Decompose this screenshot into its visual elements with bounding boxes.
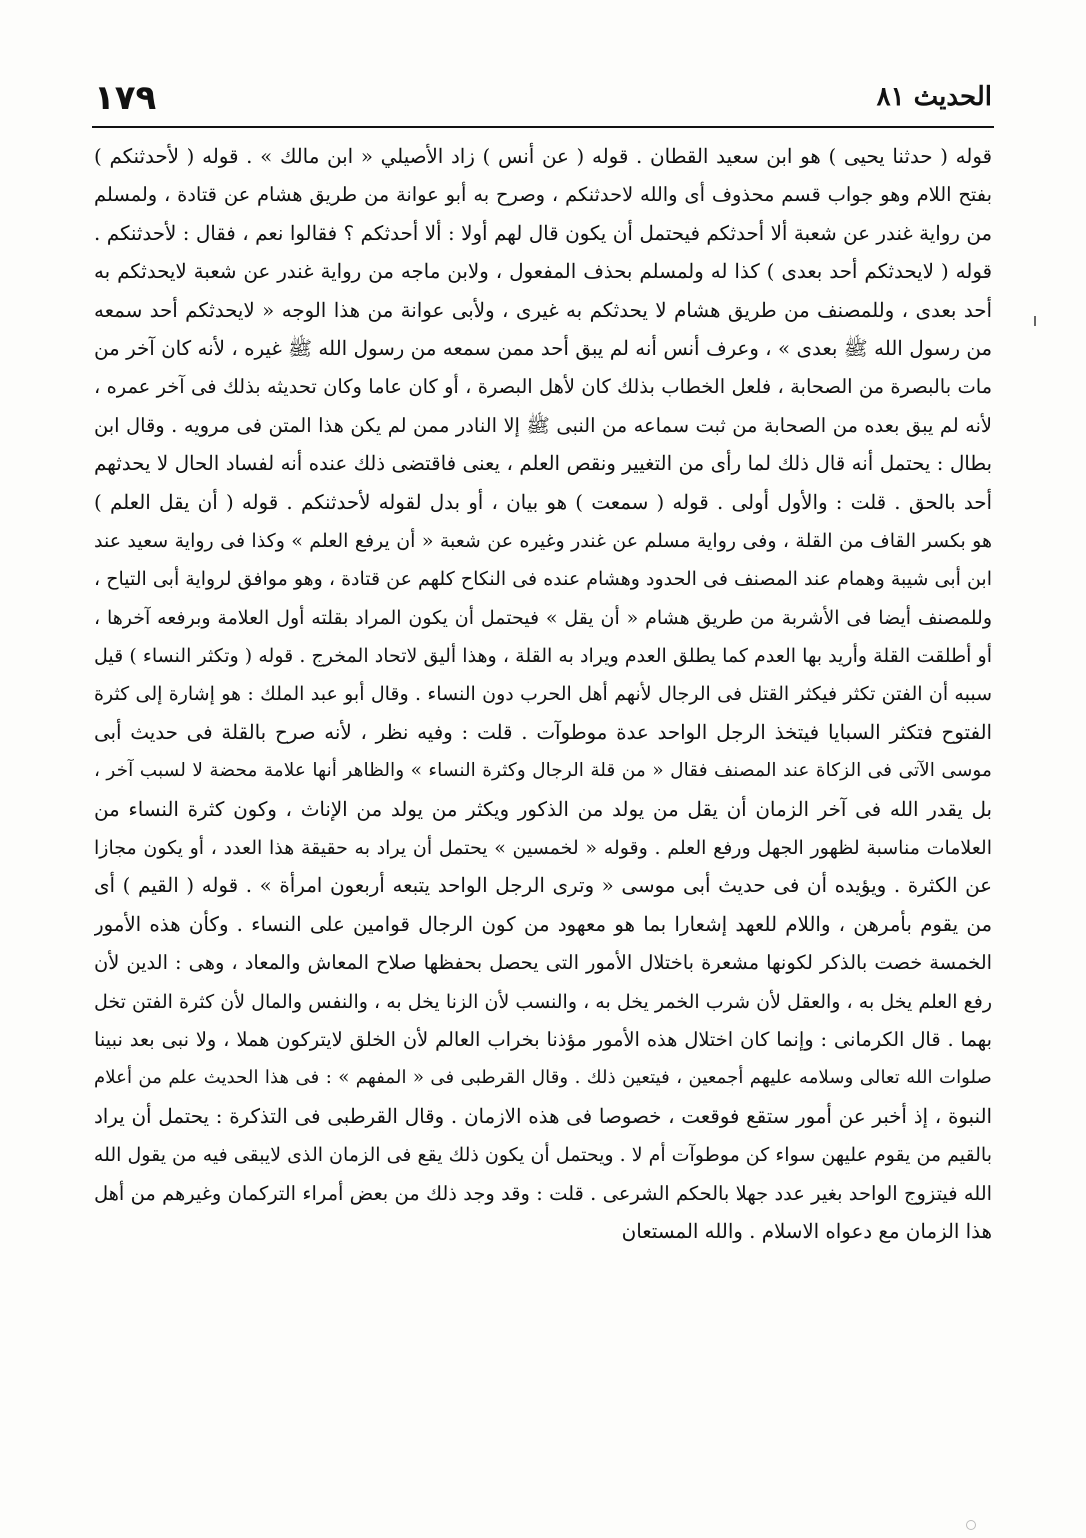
text-line: مات بالبصرة من الصحابة ، فلعل الخطاب بذلك كان لأهل البصرة ، أو كان عاما وكان تحديثه بذلك فى آخر عمره ،	[94, 375, 992, 399]
text-line: صلوات الله تعالى وسلامه عليهم أجمعين ، فيتعين ذلك . وقال القرطبى فى « المفهم » : فى هذا الحديث علم من أعلام	[94, 1067, 992, 1089]
text-line: رفع العلم يخل به ، والعقل لأن شرب الخمر يخل به ، والنسب لأن الزنا يخل به ، والنفس والمال لأن كثرة الفتن تخل	[94, 990, 992, 1013]
text-line: عن الكثرة . ويؤيده أن فى حديث أبى موسى « وترى الرجل الواحد يتبعه أربعون امرأة » . قوله ( القيم ) أى	[94, 874, 992, 898]
running-title: الحديث ٨١	[876, 82, 992, 112]
text-line: قوله ( لايحدثكم أحد بعدى ) كذا له ولمسلم بحذف المفعول ، ولابن ماجه من رواية غندر عن شعبة لايحدثكم به	[94, 260, 992, 284]
text-line: لأنه لم يبق بعده من الصحابة من ثبت سماعه من النبى ﷺ إلا النادر ممن لم يكن هذا المتن فى مرويه . وقال ابن	[94, 413, 992, 437]
text-line: أحد بالحق . قلت : والأول أولى . قوله ( سمعت ) هو بيان ، أو بدل لقوله لأحدثنكم . قوله ( أن يقل العلم )	[94, 490, 992, 514]
text-line: بطال : يحتمل أنه قال ذلك لما رأى من التغيير ونقص العلم ، يعنى فاقتضى ذلك عنده أنه لفساد الحال لا يحدثهم	[94, 452, 992, 476]
text-line: بفتح اللام وهو جواب قسم محذوف أى والله لاحدثنكم ، وصرح به أبو عوانة من طريق هشام عن قتادة ، ولمسلم	[94, 183, 992, 207]
header-rule	[92, 126, 994, 128]
text-line: أو أطلقت القلة وأريد بها العدم كما يطلق العدم ويراد به القلة ، وهذا أليق لاتحاد المخرج . قوله ( وتكثر النساء ) قيل	[94, 645, 992, 668]
margin-mark	[1034, 316, 1036, 326]
text-line: العلامات مناسبة لظهور الجهل ورفع العلم . وقوله « لخمسين » يحتمل أن يراد به حقيقة هذا العدد ، أو يكون مجازا	[94, 837, 992, 860]
text-line: من يقوم بأمرهن ، واللام للعهد إشعارا بما هو معهود من كون الرجال قوامين على النساء . وكأن هذه الأمور	[94, 912, 992, 936]
text-line: بالقيم من يقوم عليهن سواء كن موطوآت أم لا . ويحتمل أن يكون ذلك يقع فى الزمان الذى لايبقى فيه من يقول الله	[94, 1144, 992, 1167]
text-line: موسى الآتى فى الزكاة عند المصنف فقال « من قلة الرجال وكثرة النساء » والظاهر أنها علامة محضة لا لسبب آخر ،	[94, 760, 992, 782]
text-line: بهما . قال الكرمانى : وإنما كان اختلال هذه الأمور مؤذنا بخراب العالم لأن الخلق لايتركون هملا ، ولا نبى بعد نبينا	[94, 1027, 992, 1051]
text-line: من رواية غندر عن شعبة ألا أحدثكم فيحتمل أن يكون قال لهم أولا : ألا أحدثكم ؟ فقالوا نعم ، فقال : لأحدثنكم .	[94, 221, 992, 245]
text-line: سببه أن الفتن تكثر فيكثر القتل فى الرجال لأنهم أهل الحرب دون النساء . وقال أبو عبد الملك : هو إشارة إلى كثرة	[94, 683, 992, 706]
text-line-final: هذا الزمان مع دعواه الاسلام . والله المستعان	[621, 1219, 992, 1243]
text-line: ابن أبى شيبة وهمام عند المصنف فى الحدود وهشام عنده فى النكاح كلهم عن قتادة ، وهو موافق لرواية أبى التياح ،	[94, 568, 992, 591]
text-line: الله فيتزوج الواحد بغير عدد جهلا بالحكم الشرعى . قلت : وقد وجد ذلك من بعض أمراء التركمان وغيرهم من أهل	[94, 1181, 992, 1205]
text-line: بل يقدر الله فى آخر الزمان أن يقل من يولد من الذكور ويكثر من يولد من الإناث ، وكون كثرة النساء من	[94, 797, 992, 821]
text-line: قوله ( حدثنا يحيى ) هو ابن سعيد القطان . قوله ( عن أنس ) زاد الأصيلي « ابن مالك » . قوله ( لأحدثنكم )	[94, 145, 992, 168]
text-line: النبوة ، إذ أخبر عن أمور ستقع فوقعت ، خصوصا فى هذه الازمان . وقال القرطبى فى التذكرة : يحتمل أن يراد	[94, 1104, 992, 1128]
text-line: وللمصنف أيضا فى الأشربة من طريق هشام « أن يقل » فيحتمل أن يكون المراد بقلته أول العلامة وبرفعه آخرها ،	[94, 606, 992, 629]
text-line: الخمسة خصت بالذكر لكونها مشعرة باختلال الأمور التى يحصل بحفظها صلاح المعاش والمعاد ، وهى : الدين لأن	[94, 951, 992, 975]
text-line: أحد بعدى ، وللمصنف من طريق هشام لا يحدثكم به غيرى ، ولأبى عوانة من هذا الوجه « لايحدثكم أحد سمعه	[94, 298, 992, 322]
commentary-text	[94, 138, 992, 1438]
page-header	[94, 78, 992, 122]
text-line: من رسول الله ﷺ بعدى » ، وعرف أنس أنه لم يبق أحد ممن سمعه من رسول الله ﷺ غيره ، لأنه كان آخر من	[94, 336, 992, 360]
scan-artifact-mark	[966, 1520, 976, 1530]
text-line: هو بكسر القاف من القلة ، وفى رواية مسلم عن غندر وغيره عن شعبة « أن يرفع العلم » وكذا فى رواية سعيد عند	[94, 529, 992, 552]
page-number: ١٧٩	[94, 78, 157, 118]
text-line: الفتوح فتكثر السبايا فيتخذ الرجل الواحد عدة موطوآت . قلت : وفيه نظر ، لأنه صرح بالقلة فى حديث أبى	[94, 720, 992, 744]
